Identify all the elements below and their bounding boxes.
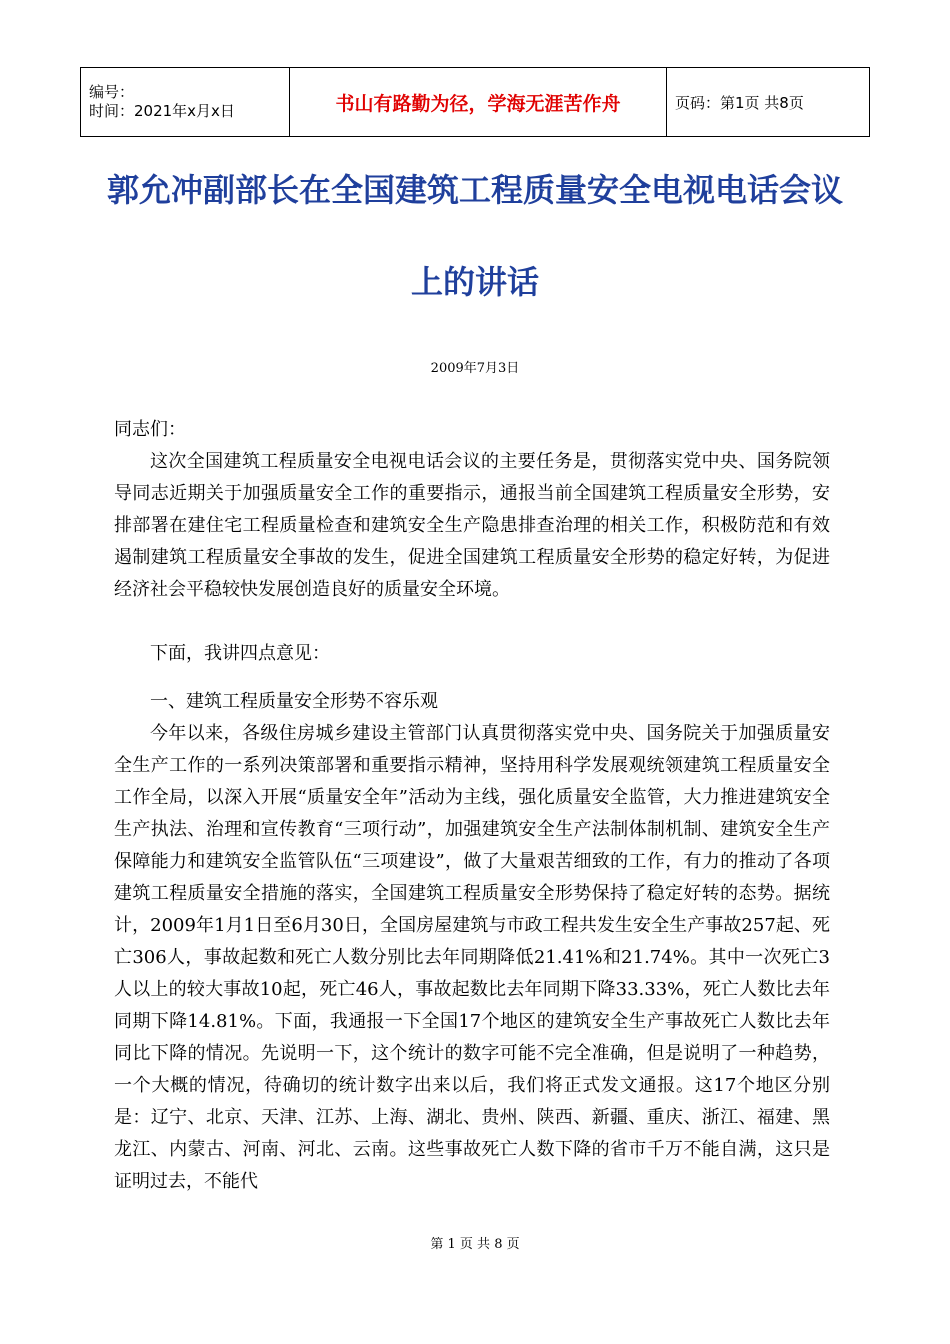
paragraph-spacer [114, 606, 830, 638]
document-body [114, 414, 830, 1198]
header-meta-cell [81, 68, 290, 137]
paragraph: 这次全国建筑工程质量安全电视电话会议的主要任务是，贯彻落实党中央、国务院领导同志近期关于加强质量安全工作的重要指示，通报当前全国建筑工程质量安全形势，安排部署在建住宅工程质量检查和建筑安全生产隐患排查治理的相关工作，积极防范和有效遏制建筑工程质量安全事故的发生，促进全国建筑工程质量安全形势的稳定好转，为促进经济社会平稳较快发展创造良好的质量安全环境。 [114, 451, 830, 600]
header-motto: 书山有路勤为径，学海无涯苦作舟 [290, 68, 667, 137]
section-heading: 一、建筑工程质量安全形势不容乐观 [150, 691, 438, 712]
document-header [80, 67, 870, 137]
document-title-line1: 郭允冲副部长在全国建筑工程质量安全电视电话会议 [106, 171, 843, 209]
page-footer: 第 1 页 共 8 页 [430, 1237, 520, 1252]
document-title-line2: 上的讲话 [410, 263, 539, 301]
header-page-code: 页码：第1页 共8页 [667, 68, 870, 137]
paragraph-spacer [114, 670, 830, 686]
speech-date: 2009年7月3日 [430, 361, 520, 376]
number-label: 编号： [89, 83, 135, 101]
paragraph: 今年以来，各级住房城乡建设主管部门认真贯彻落实党中央、国务院关于加强质量安全生产工作的一系列决策部署和重要指示精神，坚持用科学发展观统领建筑工程质量安全工作全局，以深入开展“质量安全年”活动为主线，强化质量安全监管，大力推进建筑安全生产执法、治理和宣传教育“三项行动”，加强建筑安全生产法制体制机制、建筑安全生产保障能力和建筑安全监管队伍“三项建设”，做了大量艰苦细致的工作，有力的推动了各项建筑工程质量安全措施的落实，全国建筑工程质量安全形势保持了稳定好转的态势。据统计，2009年1月1日至6月30日，全国房屋建筑与市政工程共发生安全生产事故257起、死亡306人，事故起数和死亡人数分别比去年同期降低21.41%和21.74%。其中一次死亡3人以上的较大事故10起，死亡46人，事故起数比去年同期下降33.33%，死亡人数比去年同期下降14.81%。下面，我通报一下全国17个地区的建筑安全生产事故死亡人数比去年同比下降的情况。先说明一下，这个统计的数字可能不完全准确，但是说明了一种趋势，一个大概的情况，待确切的统计数字出来以后，我们将正式发文通报。这17个地区分别是：辽宁、北京、天津、江苏、上海、湖北、贵州、陕西、新疆、重庆、浙江、福建、黑龙江、内蒙古、河南、河北、云南。这些事故死亡人数下降的省市千万不能自满，这只是证明过去，不能代 [114, 723, 830, 1192]
paragraph: 下面，我讲四点意见： [150, 643, 330, 664]
salutation: 同志们： [114, 419, 186, 440]
time-label: 时间：2021年x月x日 [89, 102, 235, 120]
